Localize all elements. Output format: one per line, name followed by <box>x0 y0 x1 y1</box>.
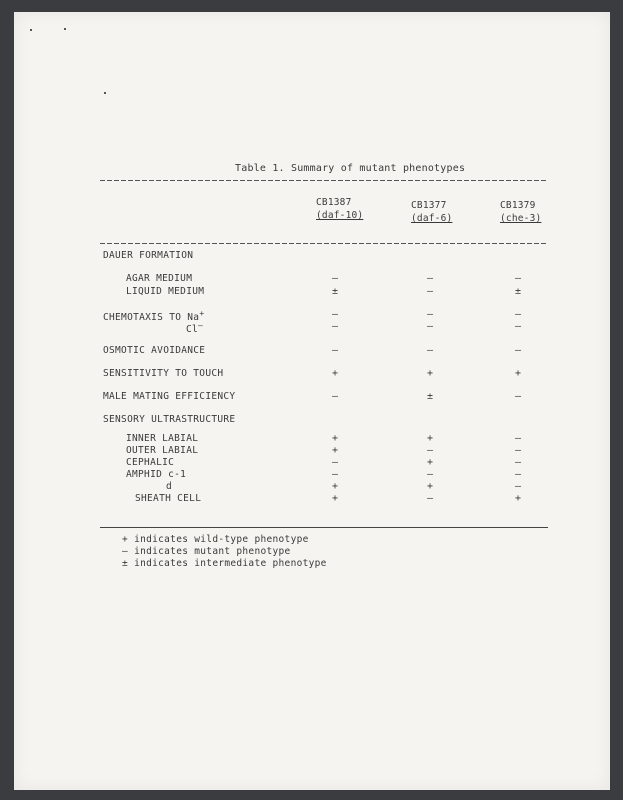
col-gene-3: (che-3) <box>500 213 542 224</box>
cell-osmotic-avoidance-col1: – <box>331 345 339 356</box>
legend-text: indicates mutant phenotype <box>134 546 291 557</box>
row-label-agar-medium: AGAR MEDIUM <box>126 273 193 284</box>
cell-amphid-d-col1: + <box>331 481 339 492</box>
cell-amphid-c1-col3: – <box>514 469 522 480</box>
row-label-inner-labial: INNER LABIAL <box>126 433 199 444</box>
row-label-dauer-formation: DAUER FORMATION <box>103 250 194 261</box>
col-gene-1: (daf-10) <box>316 210 364 221</box>
cell-sensitivity-to-touch-col1: + <box>331 368 339 379</box>
legend-text: indicates wild-type phenotype <box>134 534 309 545</box>
cell-outer-labial-col2: – <box>426 445 434 456</box>
row-label-liquid-medium: LIQUID MEDIUM <box>126 286 205 297</box>
col-strain-3: CB1379 <box>500 200 536 211</box>
row-label-amphid-c1: AMPHID c-1 <box>126 469 187 480</box>
col-strain-2: CB1377 <box>411 200 447 211</box>
row-label-male-mating-efficiency: MALE MATING EFFICIENCY <box>103 391 236 402</box>
col-strain-1: CB1387 <box>316 197 352 208</box>
cell-chemotaxis-na-col3: – <box>514 309 522 320</box>
paper-speck <box>30 29 32 31</box>
cell-chemotaxis-cl-col3: – <box>514 321 522 332</box>
cell-liquid-medium-col1: ± <box>331 286 339 297</box>
row-label-cephalic: CEPHALIC <box>126 457 175 468</box>
row-label-sheath-cell: SHEATH CELL <box>135 493 202 504</box>
cell-outer-labial-col3: – <box>514 445 522 456</box>
col-gene-2: (daf-6) <box>411 213 453 224</box>
cell-sheath-cell-col1: + <box>331 493 339 504</box>
legend-intermediate <box>122 558 327 569</box>
row-label-amphid-d: d <box>166 481 173 492</box>
cell-sensitivity-to-touch-col2: + <box>426 368 434 379</box>
row-label-outer-labial: OUTER LABIAL <box>126 445 199 456</box>
row-label-sensitivity-to-touch: SENSITIVITY TO TOUCH <box>103 368 224 379</box>
cell-cephalic-col2: + <box>426 457 434 468</box>
cell-chemotaxis-na-col2: – <box>426 309 434 320</box>
cell-chemotaxis-na-col1: – <box>331 309 339 320</box>
legend-wild-type <box>122 534 309 545</box>
cell-chemotaxis-cl-col1: – <box>331 321 339 332</box>
cell-inner-labial-col2: + <box>426 433 434 444</box>
ion-charge-minus: – <box>198 321 204 330</box>
cell-inner-labial-col3: – <box>514 433 522 444</box>
cell-amphid-d-col3: – <box>514 481 522 492</box>
cell-osmotic-avoidance-col3: – <box>514 345 522 356</box>
cell-amphid-c1-col1: – <box>331 469 339 480</box>
cell-sheath-cell-col2: – <box>426 493 434 504</box>
cell-osmotic-avoidance-col2: – <box>426 345 434 356</box>
chemotaxis-label-text: CHEMOTAXIS TO Na <box>103 312 200 324</box>
ion-charge-plus: + <box>199 309 205 318</box>
header-rule <box>100 243 548 244</box>
cell-sheath-cell-col3: + <box>514 493 522 504</box>
chloride-label-text: Cl <box>186 324 199 336</box>
legend-symbol: ± <box>122 558 129 569</box>
legend-text: indicates intermediate phenotype <box>134 558 327 569</box>
bottom-rule <box>100 527 548 528</box>
paper-speck <box>104 92 106 94</box>
cell-agar-medium-col1: – <box>331 273 339 284</box>
cell-amphid-c1-col2: – <box>426 469 434 480</box>
cell-liquid-medium-col2: – <box>426 286 434 297</box>
paper-speck <box>64 28 66 30</box>
cell-outer-labial-col1: + <box>331 445 339 456</box>
cell-male-mating-efficiency-col2: ± <box>426 391 434 402</box>
legend-symbol: + <box>122 534 129 545</box>
legend-symbol: – <box>122 546 129 557</box>
row-label-osmotic-avoidance: OSMOTIC AVOIDANCE <box>103 345 206 356</box>
row-label-sensory-ultrastructure: SENSORY ULTRASTRUCTURE <box>103 414 236 425</box>
table-title: Table 1. Summary of mutant phenotypes <box>235 163 466 174</box>
cell-chemotaxis-cl-col2: – <box>426 321 434 332</box>
top-rule <box>100 180 548 181</box>
cell-cephalic-col3: – <box>514 457 522 468</box>
cell-inner-labial-col1: + <box>331 433 339 444</box>
cell-agar-medium-col3: – <box>514 273 522 284</box>
cell-sensitivity-to-touch-col3: + <box>514 368 522 379</box>
cell-liquid-medium-col3: ± <box>514 286 522 297</box>
cell-male-mating-efficiency-col1: – <box>331 391 339 402</box>
cell-cephalic-col1: – <box>331 457 339 468</box>
cell-amphid-d-col2: + <box>426 481 434 492</box>
row-label-chemotaxis-cl <box>186 321 203 335</box>
cell-agar-medium-col2: – <box>426 273 434 284</box>
legend-mutant <box>122 546 291 557</box>
cell-male-mating-efficiency-col3: – <box>514 391 522 402</box>
